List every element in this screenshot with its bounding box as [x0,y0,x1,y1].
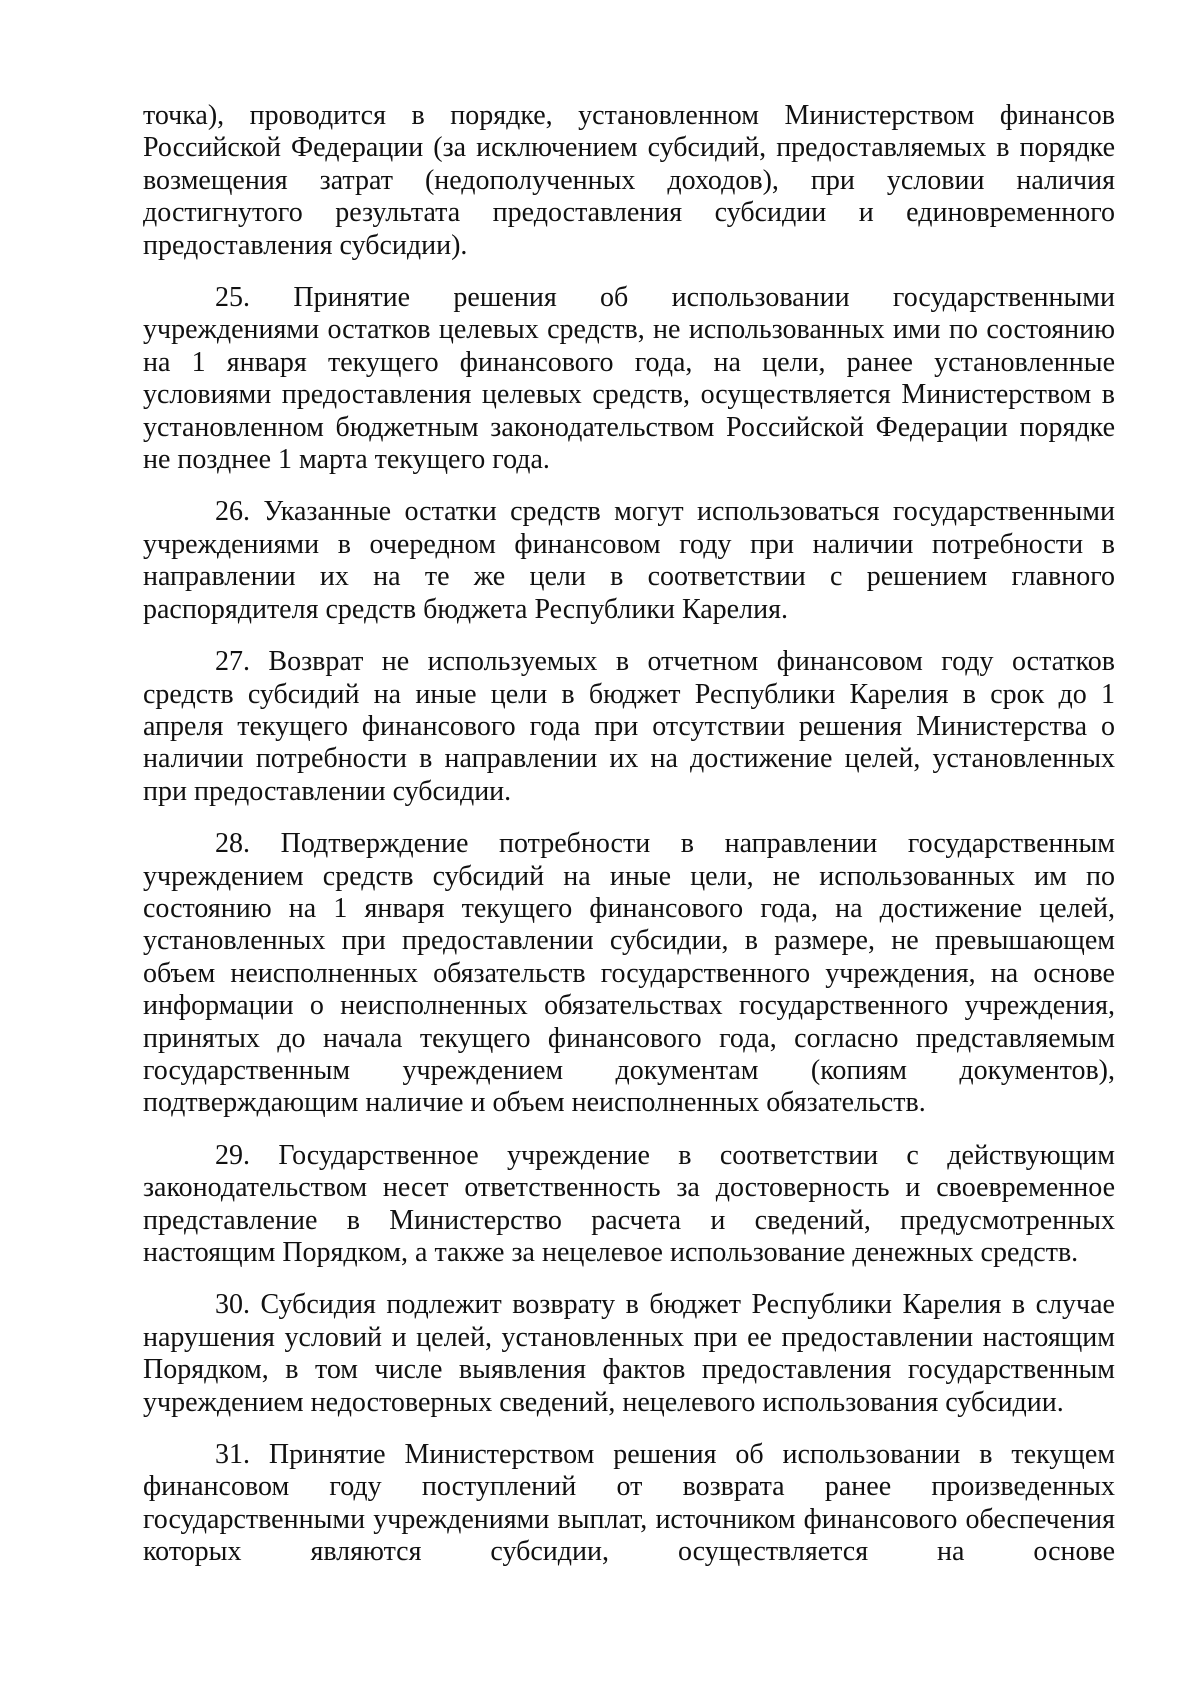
paragraph-29: 29. Государственное учреждение в соответствии с действующим законодательством несет ответственность за достоверность и своевременное представление в Министерство расчета и сведений, предусмотренных настоящим Порядком, а также за нецелевое использование денежных средств. [143,1139,1115,1268]
paragraph-26: 26. Указанные остатки средств могут использоваться государственными учреждениями в очередном финансовом году при наличии потребности в направлении их на те же цели в соответствии с решением главного распорядителя средств бюджета Республики Карелия. [143,496,1115,625]
paragraph-continuation: точка), проводится в порядке, установленном Министерством финансов Российской Федерации (за исключением субсидий, предоставляемых в порядке возмещения затрат (недополученных доходов), при условии наличия достигнутого результата предоставления субсидии и единовременного предоставления субсидии). [143,100,1115,261]
paragraph-28: 28. Подтверждение потребности в направлении государственным учреждением средств субсидий на иные цели, не использованных им по состоянию на 1 января текущего финансового года, на достижение целей, установленных при предоставлении субсидии, в размере, не превышающем объем неисполненных обязательств государственного учреждения, на основе информации о неисполненных обязательствах государственного учреждения, принятых до начала текущего финансового года, согласно представляемым государственным учреждением документам (копиям документов), подтверждающим наличие и объем неисполненных обязательств. [143,828,1115,1119]
paragraph-27: 27. Возврат не используемых в отчетном финансовом году остатков средств субсидий на иные цели в бюджет Республики Карелия в срок до 1 апреля текущего финансового года при отсутствии решения Министерства о наличии потребности в направлении их на достижение целей, установленных при предоставлении субсидии. [143,646,1115,807]
paragraph-31: 31. Принятие Министерством решения об использовании в текущем финансовом году поступлений от возврата ранее произведенных государственными учреждениями выплат, источником финансового обеспечения которых являются субсидии, осуществляется на основе [143,1439,1115,1568]
paragraph-25: 25. Принятие решения об использовании государственными учреждениями остатков целевых средств, не использованных ими по состоянию на 1 января текущего финансового года, на цели, ранее установленные условиями предоставления целевых средств, осуществляется Министерством в установленном бюджетным законодательством Российской Федерации порядке не позднее 1 марта текущего года. [143,282,1115,476]
paragraph-30: 30. Субсидия подлежит возврату в бюджет Республики Карелия в случае нарушения условий и целей, установленных при ее предоставлении настоящим Порядком, в том числе выявления фактов предоставления государственным учреждением недостоверных сведений, нецелевого использования субсидии. [143,1289,1115,1418]
document-page [143,100,1115,1589]
